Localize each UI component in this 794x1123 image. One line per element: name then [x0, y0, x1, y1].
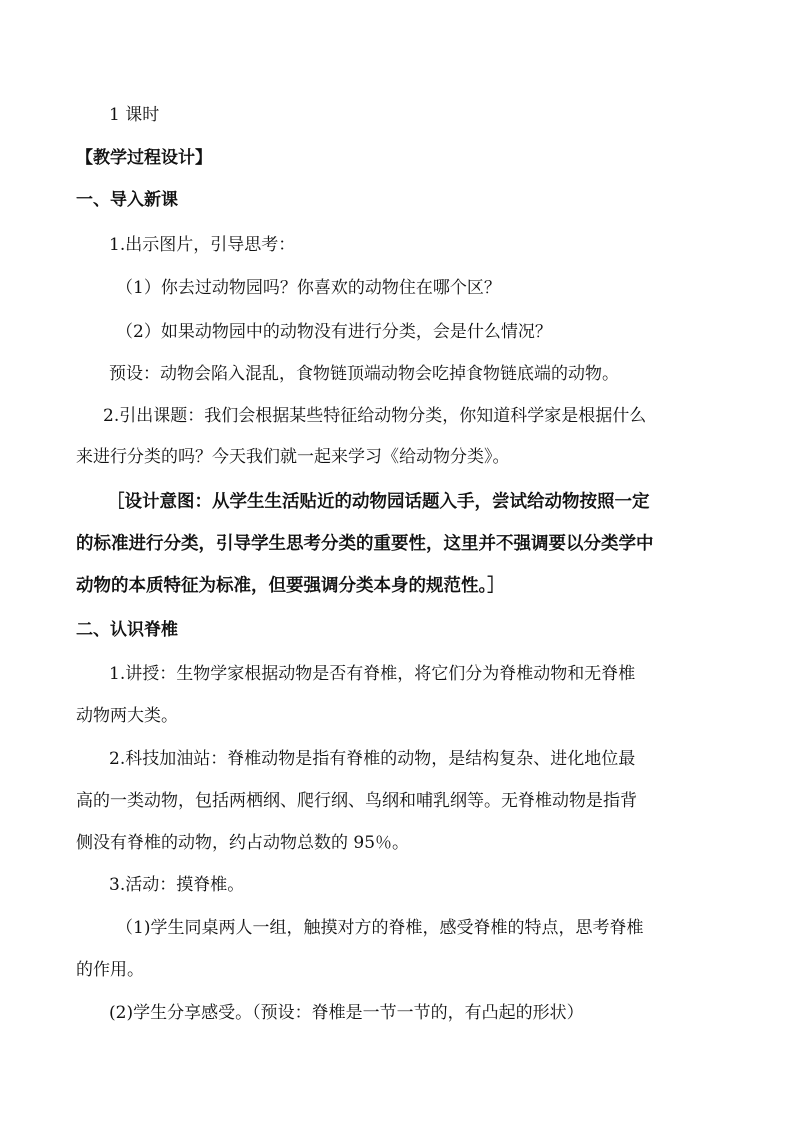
- lesson-duration: 1 课时: [109, 105, 160, 125]
- paragraph-line: 3.活动：摸脊椎。: [109, 875, 245, 895]
- paragraph-line: 1.讲授：生物学家根据动物是否有脊椎，将它们分为脊椎动物和无脊椎: [109, 664, 636, 684]
- paragraph-line: 动物两大类。: [76, 706, 178, 726]
- section-heading-spine: 二、认识脊椎: [76, 620, 178, 640]
- paragraph-line: 预设：动物会陷入混乱，食物链顶端动物会吃掉食物链底端的动物。: [109, 364, 619, 384]
- paragraph-line: 1.出示图片，引导思考：: [109, 235, 296, 255]
- section-heading-process: 【教学过程设计】: [76, 148, 212, 168]
- paragraph-line: 2.科技加油站：脊椎动物是指有脊椎的动物，是结构复杂、进化地位最: [109, 749, 636, 769]
- paragraph-line: （2）如果动物园中的动物没有进行分类，会是什么情况？: [116, 322, 552, 342]
- paragraph-line: (2)学生分享感受。（预设：脊椎是一节一节的，有凸起的形状）: [109, 1003, 584, 1023]
- design-intent-line: 的标准进行分类，引导学生思考分类的重要性，这里并不强调要以分类学中: [76, 534, 654, 554]
- paragraph-line: 侧没有脊椎的动物，约占动物总数的 95％。: [76, 833, 410, 853]
- design-intent-line: ［设计意图：从学生生活贴近的动物园话题入手，尝试给动物按照一定: [107, 492, 650, 512]
- paragraph-line: 2.引出课题：我们会根据某些特征给动物分类，你知道科学家是根据什么: [103, 406, 647, 426]
- section-heading-intro: 一、导入新课: [76, 190, 178, 210]
- paragraph-line: 高的一类动物，包括两栖纲、爬行纲、鸟纲和哺乳纲等。无脊椎动物是指背: [76, 791, 637, 811]
- paragraph-line: 的作用。: [76, 960, 144, 980]
- paragraph-line: （1）你去过动物园吗？你喜欢的动物住在哪个区？: [116, 278, 501, 298]
- paragraph-line: （1)学生同桌两人一组，触摸对方的脊椎，感受脊椎的特点，思考脊椎: [116, 918, 644, 938]
- paragraph-line: 来进行分类的吗？今天我们就一起来学习《给动物分类》。: [76, 447, 510, 467]
- design-intent-line: 动物的本质特征为标准，但要强调分类本身的规范性。］: [76, 576, 505, 596]
